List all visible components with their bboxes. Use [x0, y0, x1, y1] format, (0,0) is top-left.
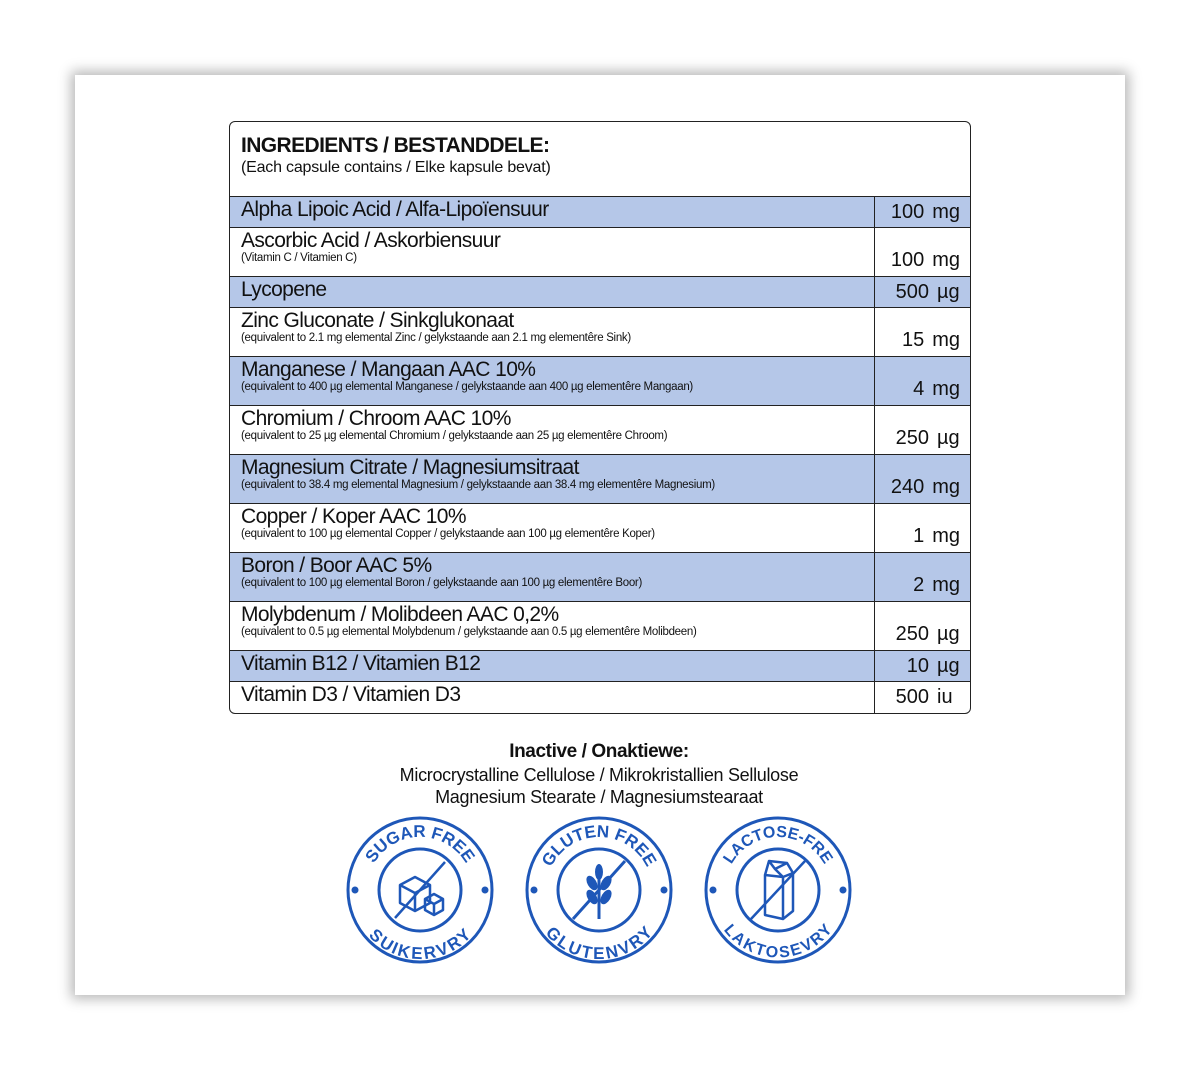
ingredient-note: (equivalent to 100 µg elemental Copper / gelykstaande aan 100 µg elementêre Koper) [241, 528, 655, 540]
ingredient-unit: mg [932, 476, 960, 498]
ingredient-name: Vitamin D3 / Vitamien D3 [241, 683, 461, 706]
svg-text:GLUTENVRY [542, 922, 657, 963]
ingredient-amount: 4 [913, 378, 925, 400]
ingredient-amount-cell [875, 504, 970, 552]
ingredient-amount-cell [875, 197, 970, 227]
ingredient-name: Molybdenum / Molibdeen AAC 0,2% [241, 603, 559, 626]
ingredient-note: (equivalent to 38.4 mg elemental Magnesium / gelykstaande aan 38.4 mg elementêre Magnesium) [241, 479, 715, 491]
ingredient-rows [230, 197, 970, 713]
ingredient-amount: 2 [913, 574, 925, 596]
badge-top-text: SUGAR FREE [361, 821, 479, 866]
inactive-line: Magnesium Stearate / Magnesiumstearaat [435, 787, 763, 807]
table-row [230, 602, 970, 651]
ingredient-name: Copper / Koper AAC 10% [241, 505, 466, 528]
ingredient-unit: mg [932, 329, 960, 351]
table-row [230, 455, 970, 504]
ingredient-name-cell [230, 504, 875, 552]
ingredient-name-cell [230, 553, 875, 601]
lactose-free-badge [703, 815, 853, 965]
sugar-free-badge [345, 815, 495, 965]
ingredient-unit: µg [937, 623, 960, 645]
ingredient-amount: 240 [890, 476, 925, 498]
ingredient-name: Vitamin B12 / Vitamien B12 [241, 652, 481, 675]
ingredient-amount-cell [875, 455, 970, 503]
badge-bottom-text: SUIKERVRY [365, 925, 475, 964]
table-row [230, 228, 970, 277]
ingredient-name: Chromium / Chroom AAC 10% [241, 407, 511, 430]
ingredients-title: INGREDIENTS / BESTANDDELE: [241, 134, 550, 157]
ingredient-name-cell [230, 651, 875, 681]
ingredient-note: (Vitamin C / Vitamien C) [241, 252, 357, 264]
ingredient-amount: 500 [895, 280, 929, 303]
ingredient-name: Ascorbic Acid / Askorbiensuur [241, 229, 501, 252]
ingredient-name-cell [230, 357, 875, 405]
ingredient-amount-cell [875, 602, 970, 650]
milk-carton-icon [751, 861, 805, 919]
ingredient-name: Manganese / Mangaan AAC 10% [241, 358, 536, 381]
inactive-section [229, 740, 969, 808]
ingredients-subtitle: (Each capsule contains / Elke kapsule bevat) [241, 159, 551, 176]
ingredient-amount: 250 [895, 623, 929, 645]
ingredient-name: Lycopene [241, 278, 327, 301]
svg-text:GLUTEN FREE [538, 822, 660, 870]
ingredient-name-cell [230, 406, 875, 454]
ingredient-amount-cell [875, 308, 970, 356]
table-row [230, 682, 970, 713]
table-row [230, 277, 970, 308]
ingredient-amount: 10 [906, 654, 929, 677]
badge-top-text: LACTOSE-FRE [720, 823, 836, 867]
ingredient-unit: mg [932, 574, 960, 596]
ingredient-name-cell [230, 277, 875, 307]
ingredient-name-cell [230, 197, 875, 227]
ingredient-amount-cell [875, 406, 970, 454]
table-row [230, 651, 970, 682]
inactive-line: Microcrystalline Cellulose / Mikrokristallien Sellulose [399, 765, 799, 785]
ingredient-name-cell [230, 455, 875, 503]
ingredient-amount-cell [875, 682, 970, 713]
ingredients-table [229, 121, 971, 714]
ingredient-name: Alpha Lipoic Acid / Alfa-Lipoïensuur [241, 198, 549, 221]
table-header [230, 122, 970, 197]
ingredient-note: (equivalent to 100 µg elemental Boron / gelykstaande aan 100 µg elementêre Boor) [241, 577, 642, 589]
svg-text:SUGAR FREE [362, 822, 479, 866]
ingredient-unit: µg [937, 654, 960, 677]
ingredient-amount: 100 [890, 200, 925, 223]
badge-bottom-text: GLUTENVRY [542, 922, 657, 964]
gluten-free-badge [524, 815, 674, 965]
sugar-cubes-icon [395, 862, 445, 918]
ingredient-unit: µg [937, 280, 960, 303]
ingredient-name-cell [230, 308, 875, 356]
ingredient-name: Magnesium Citrate / Magnesiumsitraat [241, 456, 579, 479]
ingredient-note: (equivalent to 0.5 µg elemental Molybdenum / gelykstaande aan 0.5 µg elementêre Molibdeen) [241, 626, 697, 638]
ingredient-name-cell [230, 228, 875, 276]
ingredient-unit: mg [932, 200, 960, 223]
inactive-heading: Inactive / Onaktiewe: [509, 741, 689, 762]
badge-top-text: GLUTEN FREE [537, 821, 661, 870]
ingredient-note: (equivalent to 25 µg elemental Chromium / gelykstaande aan 25 µg elementêre Chroom) [241, 430, 668, 442]
ingredient-amount-cell [875, 277, 970, 307]
ingredient-unit: mg [932, 525, 960, 547]
ingredient-amount: 500 [895, 686, 929, 708]
table-row [230, 357, 970, 406]
table-row [230, 406, 970, 455]
ingredient-amount: 15 [901, 329, 925, 351]
ingredient-amount-cell [875, 651, 970, 681]
table-row [230, 504, 970, 553]
ingredient-name: Boron / Boor AAC 5% [241, 554, 432, 577]
ingredient-note: (equivalent to 400 µg elemental Manganese / gelykstaande aan 400 µg elementêre Mangaan) [241, 381, 693, 393]
ingredient-unit: mg [932, 249, 960, 271]
svg-text:LAKTOSEVRY [720, 921, 835, 961]
ingredient-amount-cell [875, 553, 970, 601]
ingredient-amount: 1 [913, 525, 925, 547]
badge-bottom-text: LAKTOSEVRY [720, 921, 836, 962]
ingredient-unit: iu [937, 686, 953, 708]
ingredient-note: (equivalent to 2.1 mg elemental Zinc / gelykstaande aan 2.1 mg elementêre Sink) [241, 332, 631, 344]
ingredient-unit: µg [937, 427, 960, 449]
ingredient-name: Zinc Gluconate / Sinkglukonaat [241, 309, 514, 332]
ingredient-amount-cell [875, 228, 970, 276]
ingredient-name-cell [230, 602, 875, 650]
table-row [230, 197, 970, 228]
ingredient-name-cell [230, 682, 875, 713]
ingredient-unit: mg [932, 378, 960, 400]
ingredient-amount-cell [875, 357, 970, 405]
ingredient-amount: 100 [890, 249, 925, 271]
table-row [230, 308, 970, 357]
ingredient-amount: 250 [895, 427, 929, 449]
table-row [230, 553, 970, 602]
